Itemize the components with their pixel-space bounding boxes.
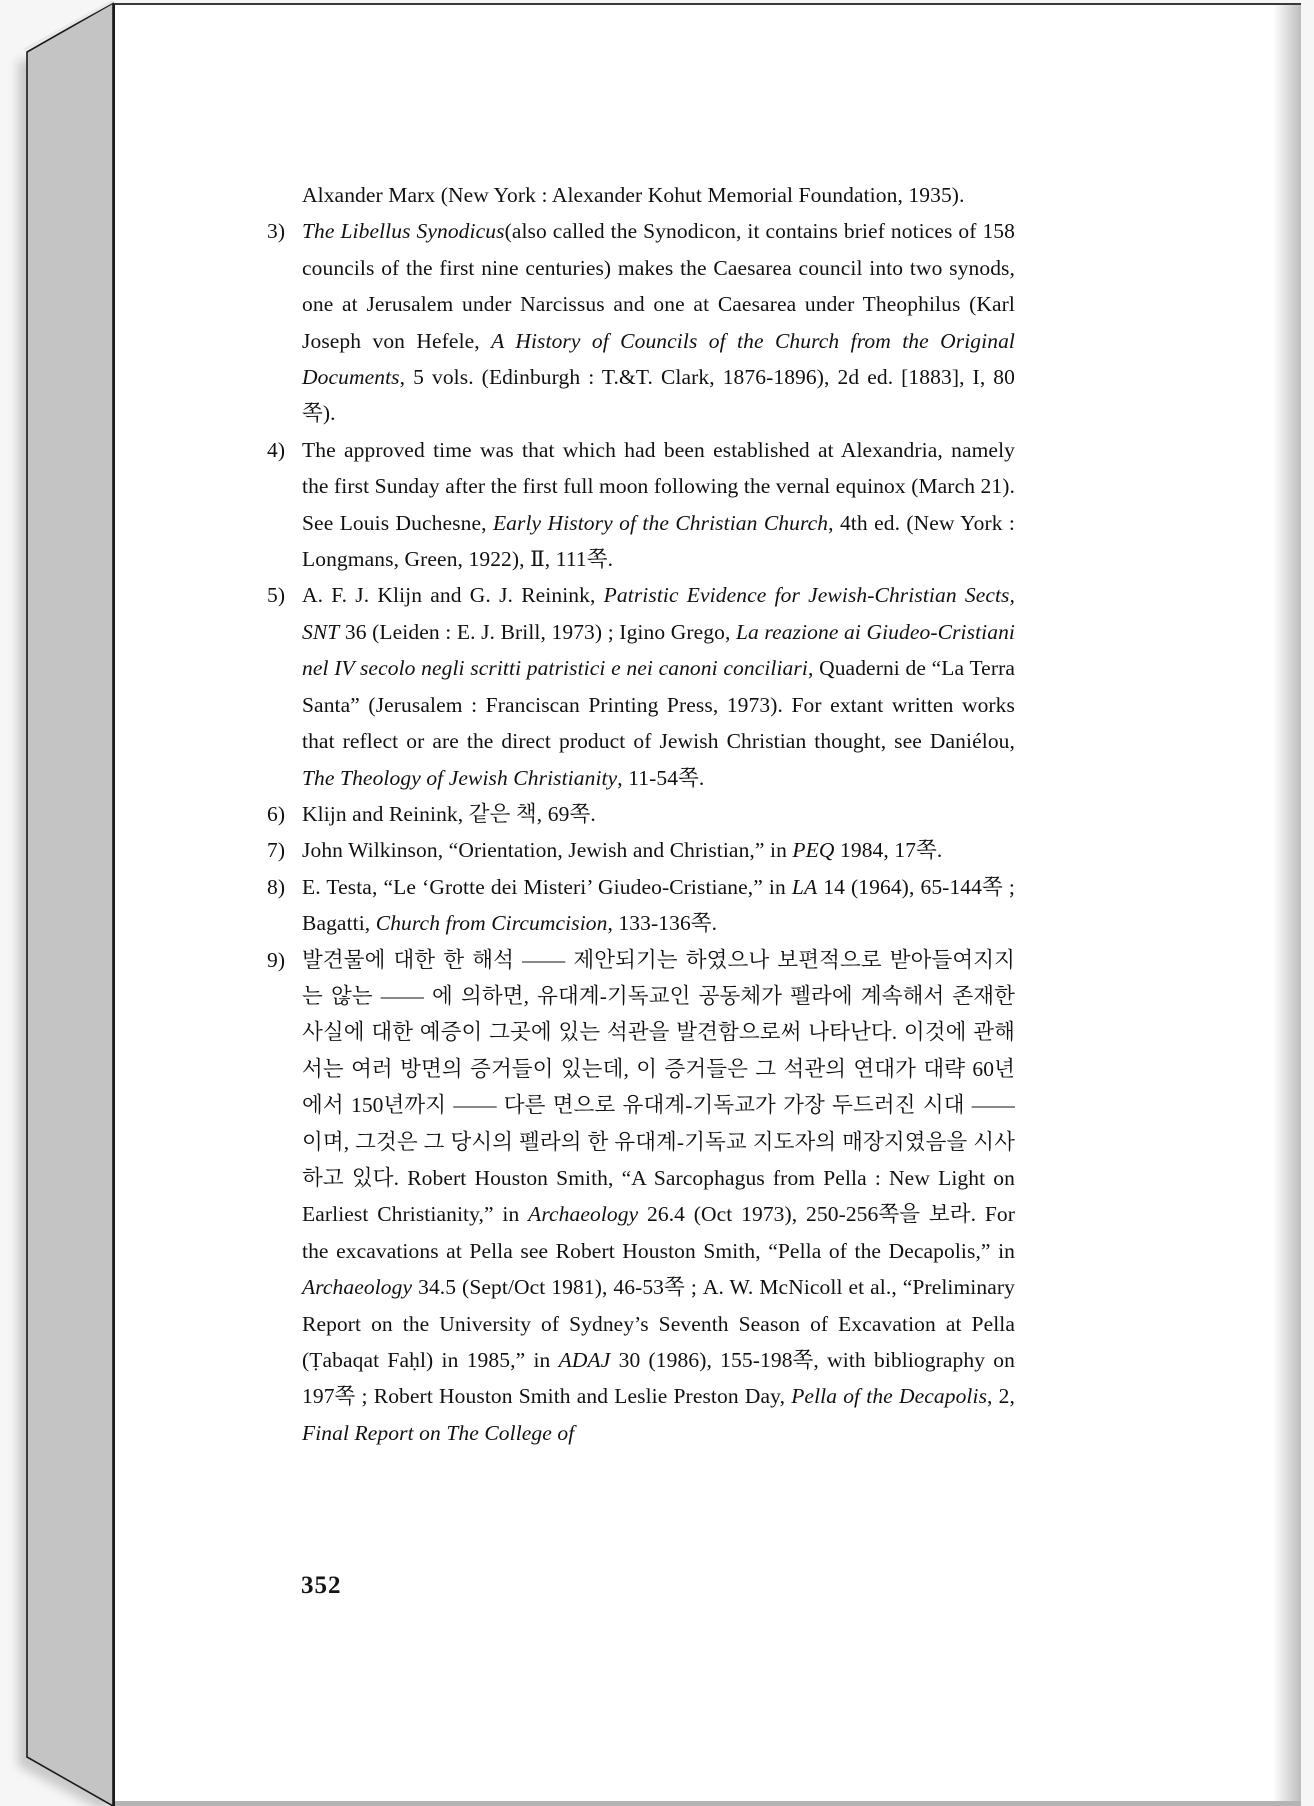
note-text: The approved time was that which had been established at Alexandria, namely the first Sunday after the first full moon following the vernal equinox (March 21). See Louis Duchesne, [302, 437, 1015, 535]
cited-title: The Libellus Synodicus [302, 219, 505, 244]
note-text: 30 (1986), 155-198쪽, with bibliography on 197쪽 ; Robert Houston Smith and Leslie Preston Day, [302, 1348, 1015, 1409]
footnote-number: 9) [267, 947, 286, 972]
footnote-number: 4) [267, 437, 286, 462]
note-text: , 11-54쪽. [617, 765, 705, 790]
endnotes-block [267, 177, 1015, 1451]
footnote [267, 832, 1015, 868]
footnote-number: 8) [267, 874, 286, 899]
note-text: , Quaderni de “La Terra Santa” (Jerusalem : Franciscan Printing Press, 1973). For extant written works that reflect or are the direct product of Jewish Christian thought, see Daniélou, [302, 656, 1015, 754]
cited-title: LA [791, 874, 818, 899]
note-text: 발견물에 대한 한 해석 —— 제안되기는 하였으나 보편적으로 받아들여지지는 않는 —— 에 의하면, 유대계-기독교인 공동체가 펠라에 계속해서 존재한 사실에 대한 예증이 그곳에 있는 석관을 발견함으로써 나타난다. 이것에 관해서는 여러 방면의 증거들이 있는데, 이 증거들은 그 석관의 연대가 대략 60년에서 150년까지 —— 다른 면으로 유대계-기독교가 가장 두드러진 시대 —— 이며, 그것은 그 당시의 펠라의 한 유대계-기독교 지도자의 매장지였음을 시사하고 있다. Robert Houston Smith, “A Sarcophagus from Pella : New Light on Earliest Christianity,” in [302, 947, 1015, 1227]
cited-title: Early History of the Christian Church [492, 510, 829, 535]
note-text: A. F. J. Klijn and G. J. Reinink, [302, 583, 604, 608]
footnote-number: 6) [267, 801, 286, 826]
cited-title: Archaeology [302, 1275, 413, 1300]
book-page [113, 3, 1301, 1806]
cited-title: The Theology of Jewish Christianity [302, 765, 618, 790]
cited-title: Archaeology [528, 1202, 639, 1227]
note-text: 34.5 (Sept/Oct 1981), 46-53쪽 ; A. W. McNicoll et al., “Preliminary Report on the University of Sydney’s Seventh Season of Excavation at Pella (Ṭabaqat Faḥl) in 1985,” in [302, 1275, 1015, 1372]
note-text: , 4th ed. (New York : Longmans, Green, 1922), Ⅱ, 111쪽. [302, 510, 1015, 572]
cited-title: Pella of the Decapolis [791, 1384, 988, 1409]
note-text: (also called the Synodicon, it contains brief notices of 158 councils of the first nine centuries) makes the Caesarea council into two synods, one at Jerusalem under Narcissus and one at Caesarea under Theophilus (Karl Joseph von Hefele, [302, 219, 1015, 353]
footnote [267, 796, 1015, 832]
footnote-text [302, 183, 965, 207]
note-text: 26.4 (Oct 1973), 250-256쪽을 보라. For the excavations at Pella see Robert Houston Smith, “Pella of the Decapolis,” in [302, 1202, 1015, 1263]
footnote [267, 577, 1015, 795]
note-text: John Wilkinson, “Orientation, Jewish and Christian,” in [302, 838, 793, 863]
note-text: Klijn and Reinink, 같은 책, 69쪽. [302, 801, 596, 826]
page-right-shade [1273, 5, 1301, 1806]
note-text: , 2, [987, 1384, 1015, 1409]
footnote-number: 7) [267, 838, 286, 863]
stack-edge-face [27, 3, 113, 1806]
note-text: Alxander Marx (New York : Alexander Kohut Memorial Foundation, 1935). [302, 183, 965, 207]
cited-title: PEQ [792, 838, 835, 863]
footnote [267, 432, 1015, 578]
cited-title: Church from Circumcision [375, 911, 608, 936]
footnote [267, 942, 1015, 1452]
cited-title: ADAJ [558, 1348, 611, 1372]
cited-title: Patristic Evidence for Jewish-Christian Sects, SNT [302, 583, 1015, 644]
footnote-continuation [267, 177, 1015, 213]
page-number: 352 [301, 1572, 342, 1599]
stack-edge-shadow [18, 60, 108, 1806]
note-text: E. Testa, “Le ‘Grotte dei Misteri’ Giudeo-Cristiane,” in [302, 874, 792, 899]
note-text: , 133-136쪽. [607, 911, 718, 936]
page-bottom-edge [115, 1801, 1301, 1806]
footnote [267, 213, 1015, 431]
note-text: , 5 vols. (Edinburgh : T.&T. Clark, 1876-1896), 2d ed. [1883], I, 80쪽). [302, 365, 1015, 426]
footnote [267, 869, 1015, 942]
note-text: 1984, 17쪽. [834, 838, 943, 863]
footnote-number: 5) [267, 583, 286, 608]
cited-title: La reazione ai Giudeo-Cristiani nel IV secolo negli scritti patristici e nei canoni conciliari [302, 619, 1015, 681]
footnote-number: 3) [267, 219, 286, 244]
note-text: 14 (1964), 65-144쪽 ; Bagatti, [302, 874, 1015, 936]
cited-title: A History of Councils of the Church from the Original Documents [302, 328, 1016, 390]
note-text: 36 (Leiden : E. J. Brill, 1973) ; Igino Grego, [339, 619, 736, 644]
cited-title: Final Report on The College of [302, 1420, 575, 1445]
stack-edge-highlight [24, 1, 113, 50]
